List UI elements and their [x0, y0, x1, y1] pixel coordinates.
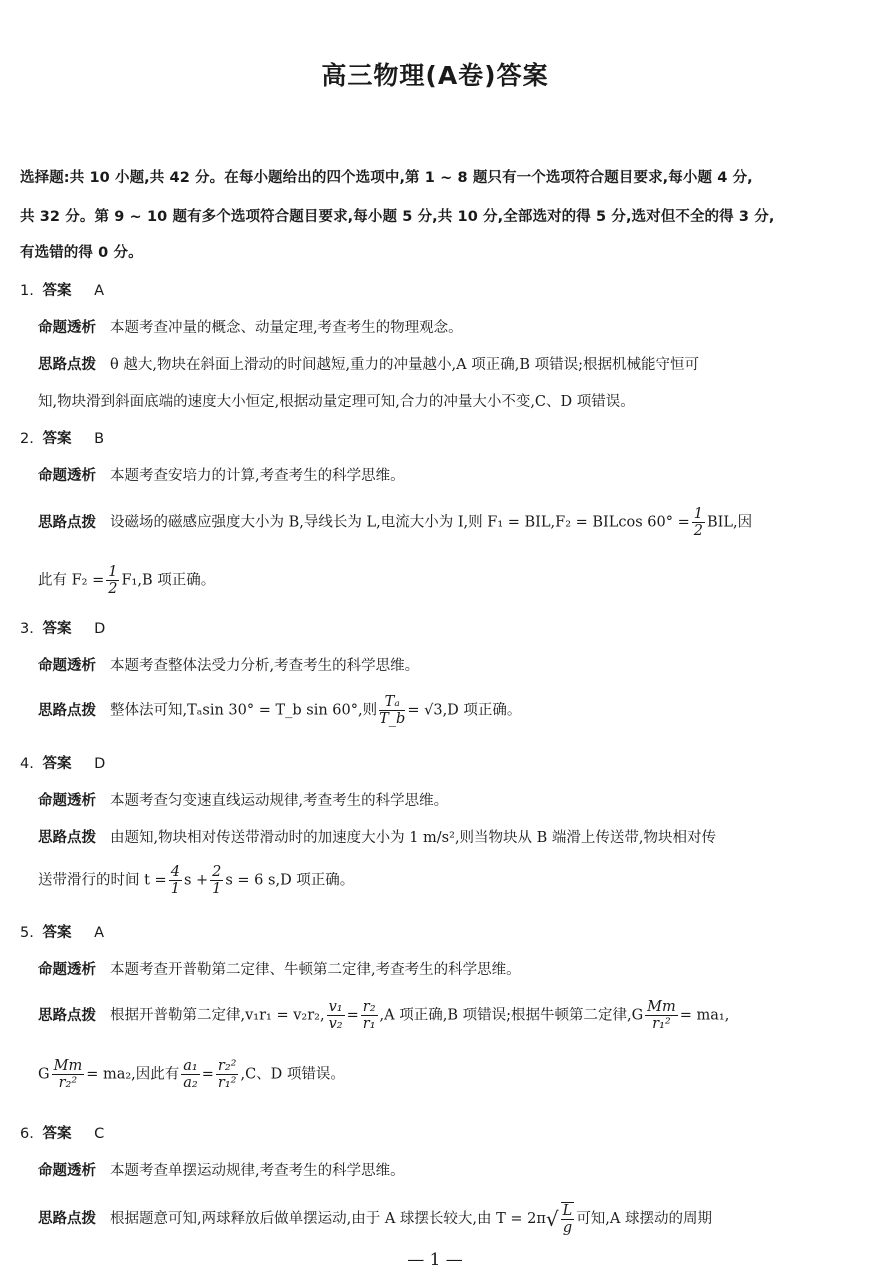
- fraction-two-over-one: [210, 864, 223, 897]
- hint-text: G: [38, 1066, 50, 1083]
- question-4-header: [20, 752, 105, 773]
- frac-den: 1: [212, 881, 222, 897]
- sqrt-icon: √: [545, 1207, 559, 1231]
- fraction-r2sq-r1sq: [216, 1058, 239, 1091]
- hint-label: 思路点拨: [38, 830, 96, 846]
- frac-num: 1: [693, 506, 703, 522]
- question-number: 6.: [20, 1126, 34, 1142]
- fraction-mm-r1sq: [645, 999, 678, 1032]
- frac-num: r₂²: [217, 1058, 237, 1074]
- answer-value: C: [94, 1126, 105, 1142]
- intro-line-3: 有选错的得 0 分。: [20, 245, 143, 261]
- question-5-header: [20, 921, 104, 942]
- hint-text: 可知,A 球摆动的周期: [576, 1211, 713, 1227]
- hint-text: s = 6 s,D 项正确。: [225, 872, 355, 889]
- hint-text: BIL,因: [707, 514, 753, 531]
- answer-value: B: [94, 431, 105, 447]
- hint-label: 思路点拨: [38, 357, 96, 373]
- question-3-analysis: [38, 654, 419, 675]
- frac-num: a₁: [183, 1058, 198, 1074]
- frac-num: L: [562, 1203, 573, 1219]
- hint-text: s +: [183, 872, 209, 889]
- answer-value: A: [94, 925, 104, 941]
- frac-num: 4: [170, 864, 180, 880]
- question-4-hint-line-1: [38, 826, 716, 847]
- hint-text: 根据题意可知,两球释放后做单摆运动,由于 A 球摆长较大,由 T = 2π: [110, 1211, 546, 1227]
- hint-text: = √3,D 项正确。: [407, 702, 522, 719]
- frac-den: a₂: [183, 1075, 198, 1091]
- analysis-text: 本题考查开普勒第二定律、牛顿第二定律,考查考生的科学思维。: [110, 962, 521, 978]
- hint-label: 思路点拨: [38, 702, 96, 719]
- hint-label: 思路点拨: [38, 514, 96, 531]
- answer-label: 答案: [42, 283, 72, 299]
- fraction-mm-r2sq: [52, 1058, 85, 1091]
- hint-label: 思路点拨: [38, 1211, 96, 1227]
- frac-den: r₁: [362, 1016, 376, 1032]
- frac-num: Tₐ: [379, 694, 405, 711]
- frac-num: 1: [108, 564, 118, 580]
- analysis-text: 本题考查整体法受力分析,考查考生的科学思维。: [110, 658, 420, 674]
- question-1-hint-line-1: [38, 353, 699, 374]
- fraction-r2-r1: [361, 999, 378, 1032]
- question-4-hint-line-2: [38, 864, 354, 897]
- hint-text: 整体法可知,Tₐsin 30° = T_b sin 60°,则: [110, 702, 378, 719]
- analysis-label: 命题透析: [38, 793, 96, 809]
- question-2-analysis: [38, 464, 405, 485]
- hint-text: =: [201, 1066, 214, 1083]
- hint-label: 思路点拨: [38, 1007, 96, 1024]
- fraction-one-half: [692, 506, 705, 539]
- hint-text: = ma₂,因此有: [86, 1066, 180, 1083]
- hint-text: 设磁场的磁感应强度大小为 B,导线长为 L,电流大小为 I,则 F₁ = BIL,F₂ = BILcos 60° =: [110, 514, 690, 531]
- question-6-header: [20, 1122, 104, 1143]
- hint-text: 根据开普勒第二定律,v₁r₁ = v₂r₂,: [110, 1007, 325, 1024]
- frac-den: T_b: [379, 711, 406, 727]
- analysis-label: 命题透析: [38, 320, 96, 336]
- intro-line-1: 选择题:共 10 小题,共 42 分。在每小题给出的四个选项中,第 1 ~ 8 题只有一个选项符合题目要求,每小题 4 分,: [20, 170, 753, 186]
- question-6-hint: [38, 1202, 712, 1236]
- fraction-one-half: [106, 564, 119, 597]
- answer-value: A: [94, 283, 104, 299]
- analysis-text: 本题考查安培力的计算,考查考生的科学思维。: [110, 468, 405, 484]
- answer-label: 答案: [42, 925, 72, 941]
- answer-label: 答案: [42, 756, 72, 772]
- analysis-label: 命题透析: [38, 1163, 96, 1179]
- fraction-ta-tb: [379, 694, 405, 727]
- hint-text: = ma₁,: [679, 1007, 730, 1024]
- question-4-analysis: [38, 789, 448, 810]
- frac-den: 2: [108, 581, 118, 597]
- frac-den: r₂²: [58, 1075, 78, 1091]
- page-number: — 1 —: [407, 1250, 463, 1270]
- frac-den: g: [562, 1220, 573, 1236]
- analysis-label: 命题透析: [38, 468, 96, 484]
- fraction-a1-a2: [181, 1058, 199, 1091]
- analysis-text: 本题考查单摆运动规律,考查考生的科学思维。: [110, 1163, 405, 1179]
- question-1-hint-line-2: 知,物块滑到斜面底端的速度大小恒定,根据动量定理可知,合力的冲量大小不变,C、D 项错误。: [38, 394, 635, 410]
- question-number: 5.: [20, 925, 34, 941]
- answer-label: 答案: [42, 621, 72, 637]
- fraction-four-over-one: [169, 864, 182, 897]
- question-number: 3.: [20, 621, 34, 637]
- hint-text: =: [346, 1007, 359, 1024]
- answer-value: D: [94, 756, 106, 772]
- hint-text: θ 越大,物块在斜面上滑动的时间越短,重力的冲量越小,A 项正确,B 项错误;根据机械能守恒可: [110, 357, 700, 373]
- analysis-text: 本题考查匀变速直线运动规律,考查考生的科学思维。: [110, 793, 449, 809]
- question-5-analysis: [38, 958, 521, 979]
- answer-value: D: [94, 621, 106, 637]
- frac-num: Mm: [53, 1058, 83, 1074]
- hint-text: 此有 F₂ =: [38, 572, 105, 589]
- question-number: 2.: [20, 431, 34, 447]
- frac-den: r₁²: [217, 1075, 237, 1091]
- question-number: 1.: [20, 283, 34, 299]
- frac-den: v₂: [328, 1016, 343, 1032]
- hint-text: ,A 项正确,B 项错误;根据牛顿第二定律,G: [379, 1007, 644, 1024]
- question-2-hint-line-2: [38, 564, 215, 597]
- hint-text: F₁,B 项正确。: [121, 572, 216, 589]
- hint-text: 送带滑行的时间 t =: [38, 872, 167, 889]
- frac-den: r₁²: [652, 1016, 671, 1032]
- question-2-hint-line-1: [38, 506, 752, 539]
- question-3-hint: [38, 694, 521, 727]
- question-1-header: [20, 279, 104, 300]
- page-title: 高三物理(A卷)答案: [321, 61, 549, 90]
- frac-den: 2: [693, 523, 703, 539]
- frac-num: 2: [212, 864, 222, 880]
- question-5-hint-line-1: [38, 999, 729, 1032]
- analysis-label: 命题透析: [38, 658, 96, 674]
- answer-label: 答案: [42, 431, 72, 447]
- analysis-text: 本题考查冲量的概念、动量定理,考查考生的物理观念。: [110, 320, 463, 336]
- hint-text: 由题知,物块相对传送带滑动时的加速度大小为 1 m/s²,则当物块从 B 端滑上传送带,物块相对传: [110, 830, 717, 846]
- question-6-analysis: [38, 1159, 405, 1180]
- frac-den: 1: [170, 881, 180, 897]
- analysis-label: 命题透析: [38, 962, 96, 978]
- fraction-v1-v2: [327, 999, 345, 1032]
- question-3-header: [20, 617, 105, 638]
- question-1-analysis: [38, 316, 463, 337]
- question-number: 4.: [20, 756, 34, 772]
- fraction-l-over-g: [561, 1202, 575, 1236]
- frac-num: r₂: [362, 999, 376, 1015]
- intro-line-2: 共 32 分。第 9 ~ 10 题有多个选项符合题目要求,每小题 5 分,共 10 分,全部选对的得 5 分,选对但不全的得 3 分,: [20, 209, 775, 225]
- frac-num: v₁: [328, 999, 343, 1015]
- question-5-hint-line-2: [38, 1058, 345, 1091]
- question-2-header: [20, 427, 104, 448]
- hint-text: ,C、D 项错误。: [240, 1066, 345, 1083]
- answer-label: 答案: [42, 1126, 72, 1142]
- frac-num: Mm: [647, 999, 676, 1015]
